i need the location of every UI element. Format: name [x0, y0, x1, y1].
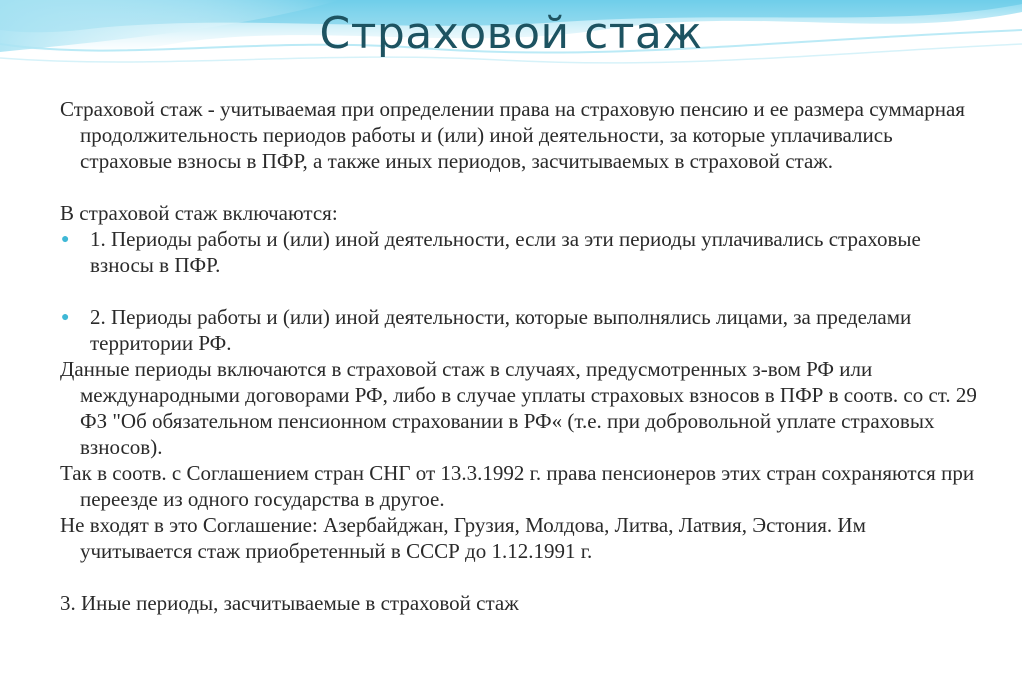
- bullet-dot-icon: ●: [61, 232, 70, 247]
- included-heading: В страховой стаж включаются:: [60, 201, 338, 225]
- bullet-item-2: [60, 304, 980, 356]
- bullet-item-1: [60, 226, 980, 278]
- excluded-countries-paragraph: Не входят в это Соглашение: Азербайджан, Грузия, Молдова, Литва, Латвия, Эстония. Им учитывается стаж приобретенный в СССР до 1.12.1991 г.: [60, 513, 866, 563]
- slide-title: Страховой стаж: [319, 8, 703, 59]
- other-periods-paragraph: 3. Иные периоды, засчитываемые в страховой стаж: [60, 591, 519, 615]
- cis-paragraph: Так в соотв. с Соглашением стран СНГ от 13.3.1992 г. права пенсионеров этих стран сохраняются при переезде из одного государства в другое.: [60, 461, 975, 511]
- bullet-2-text: 2. Периоды работы и (или) иной деятельности, которые выполнялись лицами, за пределами территории РФ.: [90, 305, 912, 355]
- bullet-1-text: 1. Периоды работы и (или) иной деятельности, если за эти периоды уплачивались страховые взносы в ПФР.: [90, 227, 921, 277]
- definition-paragraph: Страховой стаж - учитываемая при определении права на страховую пенсию и ее размера суммарная продолжительность периодов работы и (или) иной деятельности, за которые уплачивались страховые взносы в ПФР, а также иных периодов, засчитываемых в страховой стаж.: [60, 97, 965, 173]
- bullet-dot-icon: ●: [61, 310, 70, 325]
- slide-body: [60, 96, 980, 616]
- cases-paragraph: Данные периоды включаются в страховой стаж в случаях, предусмотренных з-вом РФ или международными договорами РФ, либо в случае уплаты страховых взносов в ПФР в соотв. со ст. 29 ФЗ "Об обязательном пенсионном страховании в РФ« (т.е. при добровольной уплате страховых взносов).: [60, 357, 977, 459]
